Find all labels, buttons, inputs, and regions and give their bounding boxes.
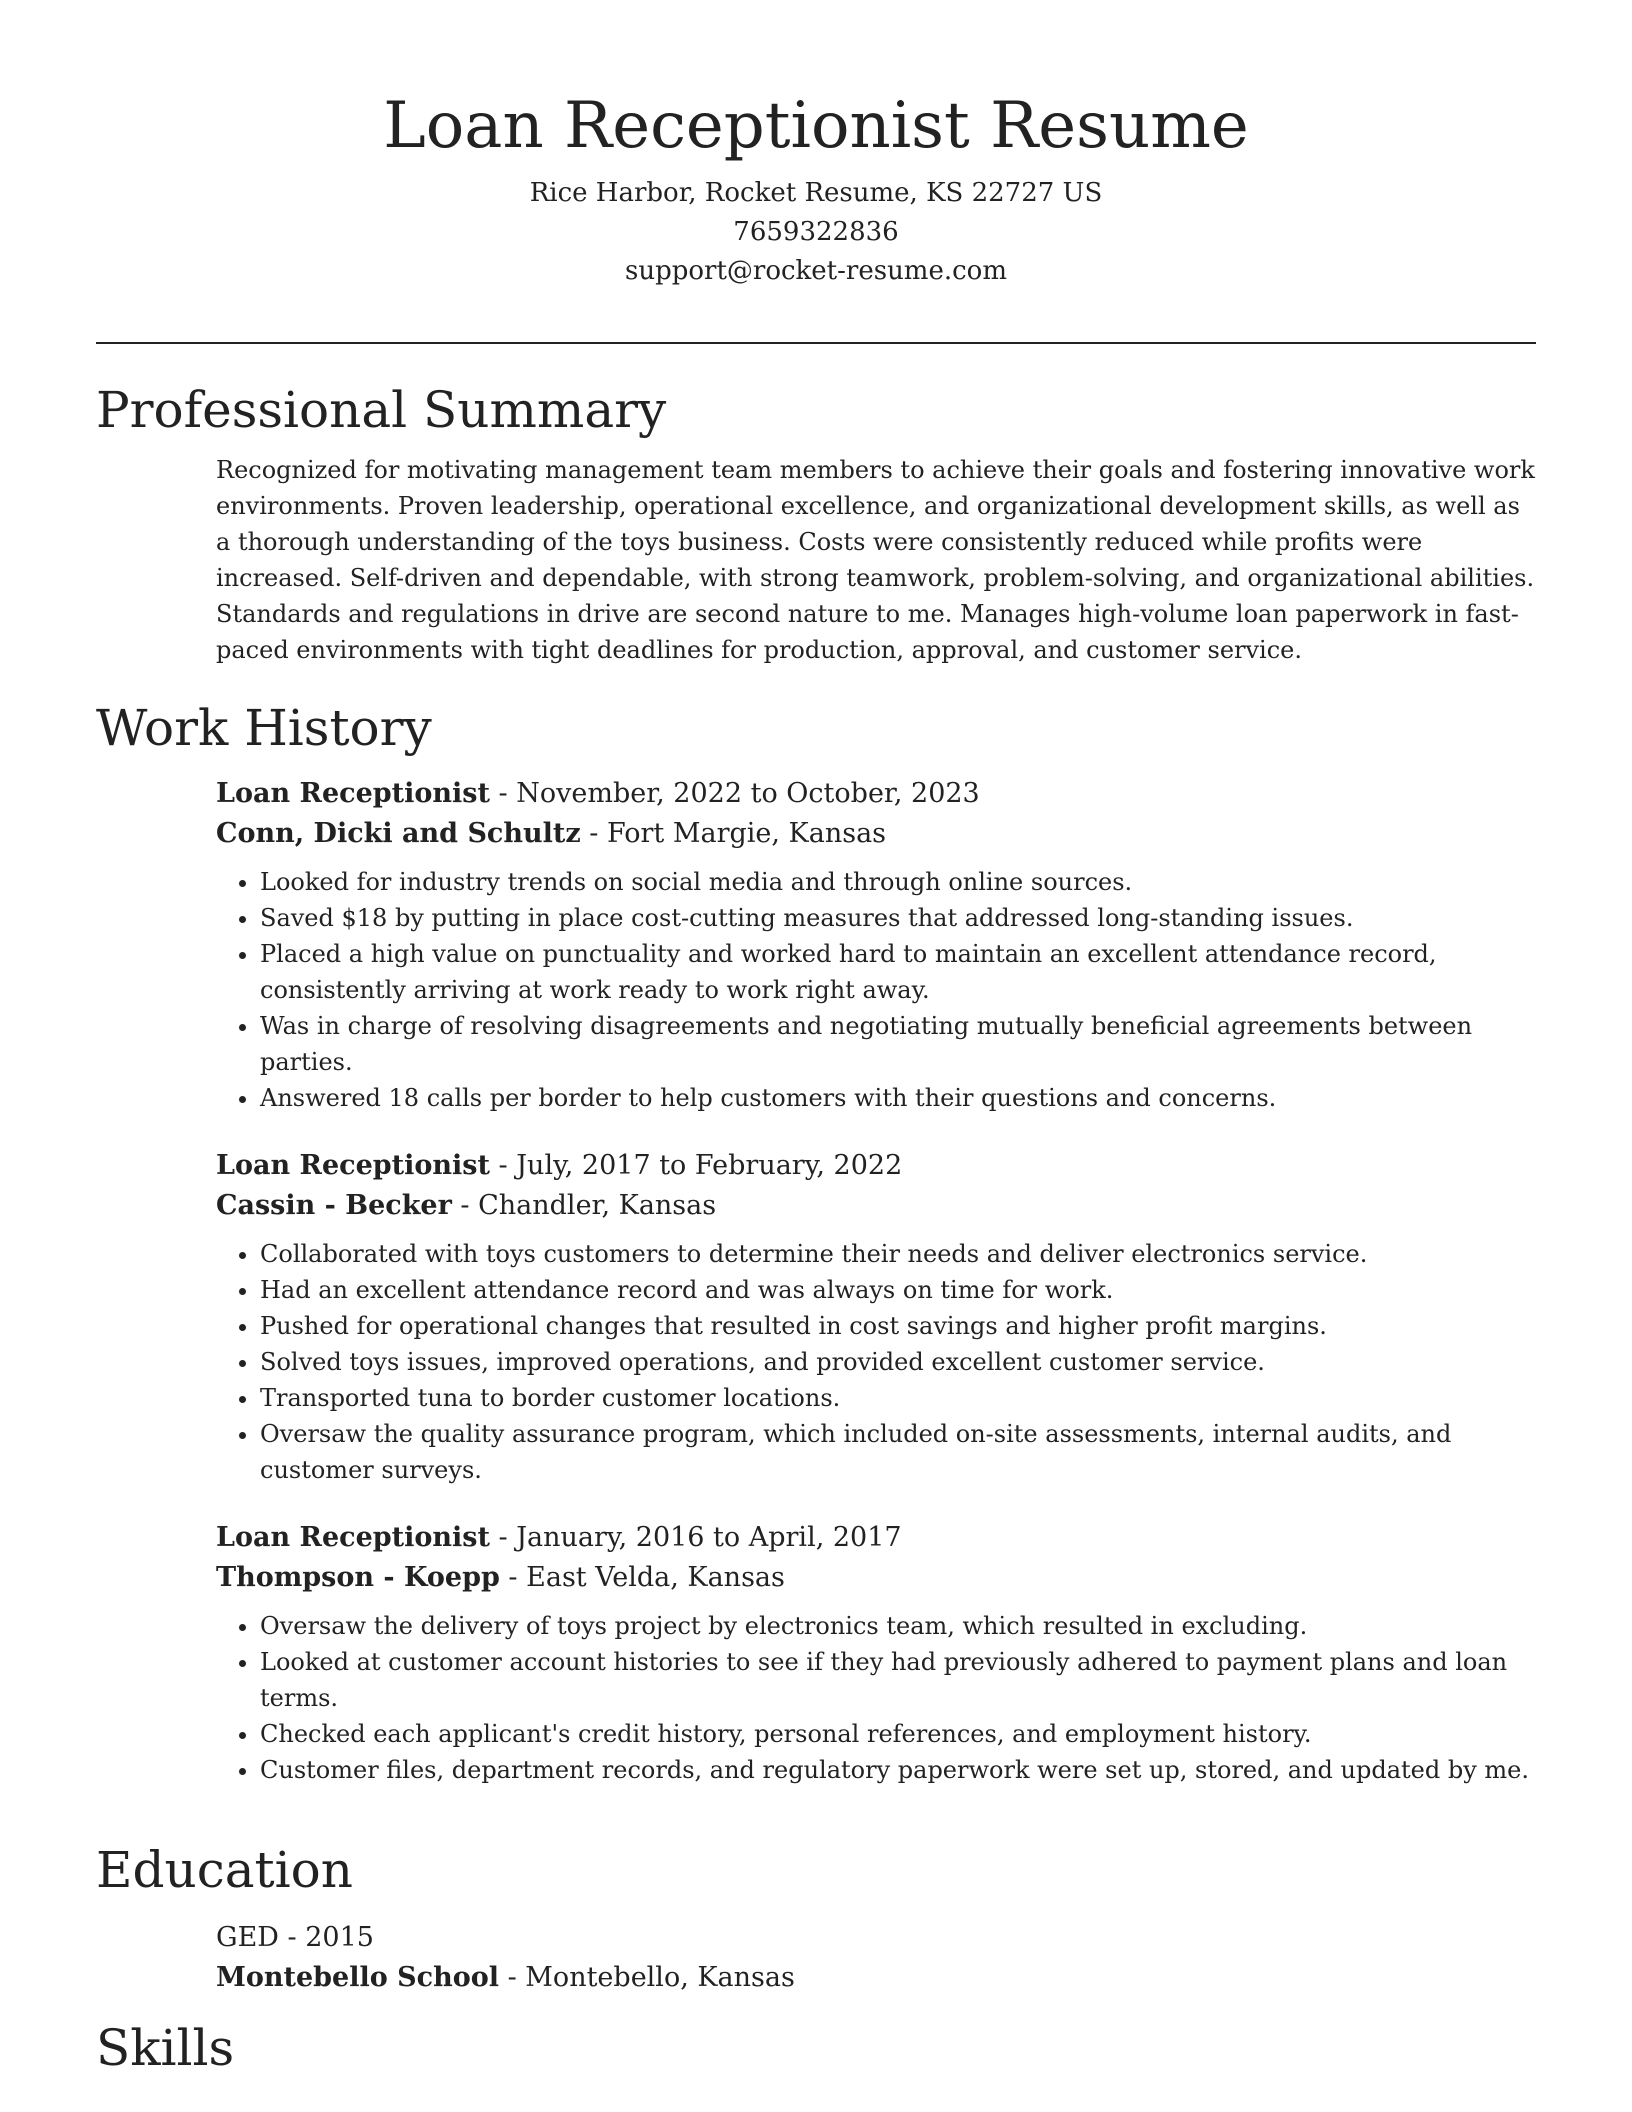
- job-role: Loan Receptionist: [216, 1150, 490, 1181]
- header-divider: [96, 342, 1536, 344]
- contact-address: Rice Harbor, Rocket Resume, KS 22727 US: [529, 178, 1103, 208]
- job-title-line: [216, 774, 1536, 814]
- list-item: • Was in charge of resolving disagreements and negotiating mutually beneficial agreements between parties.: [260, 1008, 1536, 1080]
- job-role: Loan Receptionist: [216, 1522, 490, 1553]
- page-title: Loan Receptionist Resume: [383, 89, 1249, 163]
- job-entry: [216, 1146, 1536, 1488]
- job-company: Thompson - Koepp: [216, 1562, 500, 1593]
- list-item: • Oversaw the quality assurance program, which included on-site assessments, internal audits, and customer surveys.: [260, 1416, 1536, 1488]
- list-item: • Looked for industry trends on social media and through online sources.: [260, 864, 1536, 900]
- list-item: • Transported tuna to border customer locations.: [260, 1380, 1536, 1416]
- education-school-line: [216, 1958, 1536, 1998]
- job-title-line: [216, 1146, 1536, 1186]
- job-bullets: [216, 1236, 1536, 1488]
- skills-heading: Skills: [96, 2019, 235, 2077]
- job-entry: [216, 774, 1536, 1116]
- list-item: • Answered 18 calls per border to help customers with their questions and concerns.: [260, 1080, 1536, 1116]
- education-year: - 2015: [278, 1922, 374, 1953]
- list-item: • Customer files, department records, and regulatory paperwork were set up, stored, and updated by me.: [260, 1752, 1536, 1788]
- job-dates: - January, 2016 to April, 2017: [489, 1522, 902, 1553]
- list-item: • Placed a high value on punctuality and worked hard to maintain an excellent attendance record, consistently arriving at work ready to work right away.: [260, 936, 1536, 1008]
- list-item: • Solved toys issues, improved operations, and provided excellent customer service.: [260, 1344, 1536, 1380]
- education-location: - Montebello, Kansas: [499, 1962, 795, 1993]
- job-company: Cassin - Becker: [216, 1190, 452, 1221]
- education-school: Montebello School: [216, 1962, 499, 1993]
- education-entry: [216, 1918, 1536, 1998]
- job-role: Loan Receptionist: [216, 778, 490, 809]
- job-location: - East Velda, Kansas: [499, 1562, 785, 1593]
- contact-email: support@rocket-resume.com: [624, 256, 1007, 286]
- job-entry: [216, 1518, 1536, 1788]
- job-location: - Chandler, Kansas: [451, 1190, 717, 1221]
- education-heading: Education: [96, 1841, 353, 1899]
- job-location: - Fort Margie, Kansas: [580, 818, 887, 849]
- education-degree-line: [216, 1918, 1536, 1958]
- summary-text: Recognized for motivating management team members to achieve their goals and fostering innovative work environments. Proven leadership, operational excellence, and organizational development skills, as well as a thorough understanding of the toys business. Costs were consistently reduced while profits were increased. Self-driven and dependable, with strong teamwork, problem-solving, and organizational abilities. Standards and regulations in drive are second nature to me. Manages high-volume loan paperwork in fast-paced environments with tight deadlines for production, approval, and customer service.: [216, 456, 1535, 664]
- list-item: • Collaborated with toys customers to determine their needs and deliver electronics service.: [260, 1236, 1536, 1272]
- list-item: • Pushed for operational changes that resulted in cost savings and higher profit margins.: [260, 1308, 1536, 1344]
- job-title-line: [216, 1518, 1536, 1558]
- resume-header: [96, 78, 1536, 291]
- summary-heading: Professional Summary: [96, 381, 667, 439]
- list-item: • Looked at customer account histories to see if they had previously adhered to payment plans and loan terms.: [260, 1644, 1536, 1716]
- summary-section: [96, 378, 1536, 668]
- job-bullets: [216, 1608, 1536, 1788]
- work-history-section: [96, 696, 1536, 1818]
- job-company-line: [216, 814, 1536, 854]
- list-item: • Oversaw the delivery of toys project by electronics team, which resulted in excluding.: [260, 1608, 1536, 1644]
- job-company-line: [216, 1558, 1536, 1598]
- job-list: [216, 774, 1536, 1788]
- education-degree: GED: [216, 1922, 279, 1953]
- job-company-line: [216, 1186, 1536, 1226]
- job-company: Conn, Dicki and Schultz: [216, 818, 581, 849]
- contact-phone: 7659322836: [733, 217, 899, 247]
- list-item: • Checked each applicant's credit history, personal references, and employment history.: [260, 1716, 1536, 1752]
- work-history-heading: Work History: [96, 699, 432, 757]
- list-item: • Saved $18 by putting in place cost-cutting measures that addressed long-standing issues.: [260, 900, 1536, 936]
- job-dates: - July, 2017 to February, 2022: [489, 1150, 903, 1181]
- list-item: • Had an excellent attendance record and was always on time for work.: [260, 1272, 1536, 1308]
- job-dates: - November, 2022 to October, 2023: [489, 778, 980, 809]
- education-section: [96, 1838, 1536, 1998]
- job-bullets: [216, 864, 1536, 1116]
- skills-section: [96, 2016, 1536, 2080]
